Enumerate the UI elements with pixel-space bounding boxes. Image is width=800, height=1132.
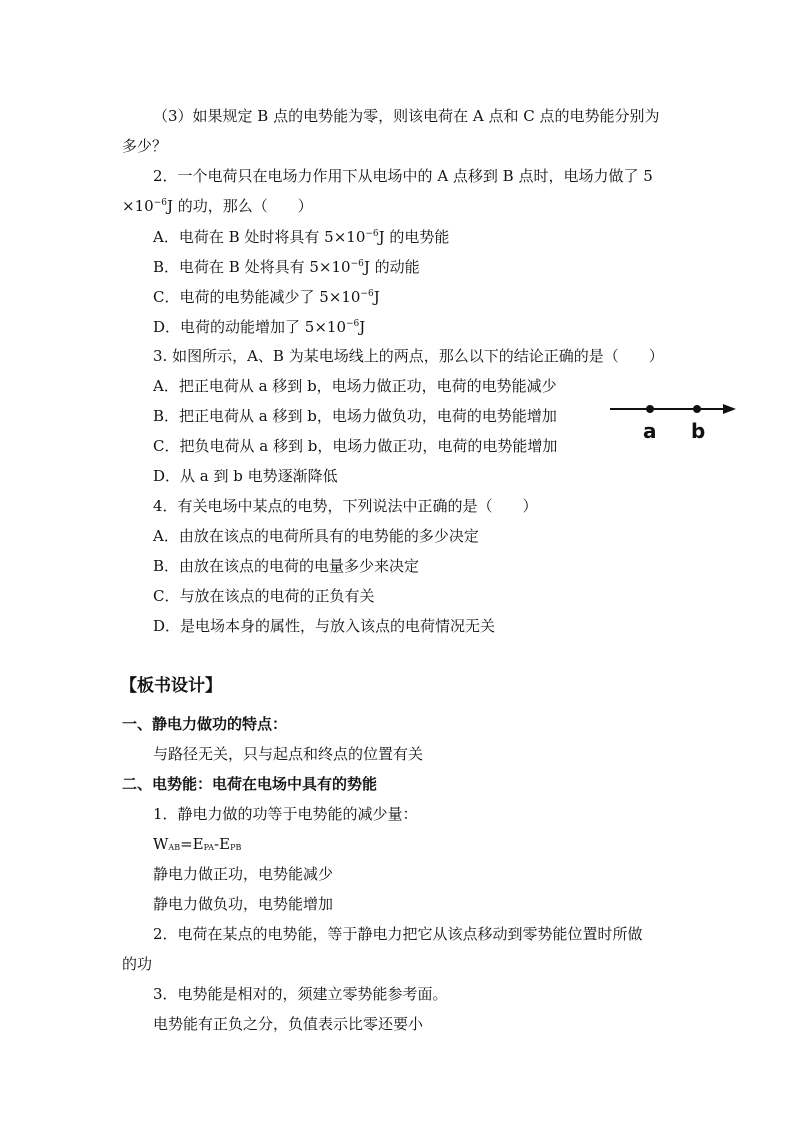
q4-option-a: A．由放在该点的电荷所具有的电势能的多少决定 <box>153 527 479 545</box>
q4-option-c: C．与放在该点的电荷的正负有关 <box>153 587 375 605</box>
formula-e2-subscript: PB <box>230 843 242 852</box>
q3-stem: 3. 如图所示，A、B 为某电场线上的两点，那么以下的结论正确的是（ ） <box>153 347 664 365</box>
q2-option-b <box>153 257 420 277</box>
q2-stem-prefix: ×10 <box>122 197 154 215</box>
electric-field-line-figure <box>608 394 743 444</box>
positive-work-text: 静电力做正功，电势能减少 <box>153 865 334 883</box>
point-a-dot <box>646 405 654 413</box>
negative-work-text: 静电力做负功，电势能增加 <box>153 895 334 913</box>
q2-option-b-exponent: −6 <box>350 259 364 269</box>
q2-option-a-suffix: J 的电势能 <box>378 228 450 246</box>
board-item-1: 1．静电力做的功等于电势能的减少量： <box>153 805 418 823</box>
q2-stem-line1: 2．一个电荷只在电场力作用下从电场中的 A 点移到 B 点时，电场力做了 5 <box>153 167 653 185</box>
q2-option-a-prefix: A．电荷在 B 处时将具有 5×10 <box>153 228 366 246</box>
q3-option-b: B．把正电荷从 a 移到 b，电场力做负功，电荷的电势能增加 <box>153 407 557 425</box>
board-item-2-line2: 的功 <box>122 955 153 973</box>
q3-option-a: A．把正电荷从 a 移到 b，电场力做正功，电荷的电势能减少 <box>153 377 557 395</box>
q1-part3-line1: （3）如果规定 B 点的电势能为零，则该电荷在 A 点和 C 点的电势能分别为 <box>153 107 660 125</box>
point-b-dot <box>693 405 701 413</box>
formula-w: W <box>153 835 169 853</box>
q1-part3-line2: 多少？ <box>122 137 168 155</box>
q3-option-c: C．把负电荷从 a 移到 b，电场力做正功，电荷的电势能增加 <box>153 437 558 455</box>
formula-w-subscript: AB <box>168 843 181 852</box>
q2-stem-line2 <box>122 196 313 216</box>
work-energy-formula <box>153 834 241 854</box>
board-item-2-line1: 2．电荷在某点的电势能，等于静电力把它从该点移动到零势能位置时所做 <box>153 925 643 943</box>
q2-stem-suffix: J 的功，那么（ ） <box>166 197 313 215</box>
formula-equals-e: =E <box>180 835 204 853</box>
q3-option-d: D．从 a 到 b 电势逐渐降低 <box>153 467 338 485</box>
q2-option-a <box>153 227 449 247</box>
formula-e1-subscript: PA <box>203 843 215 852</box>
q2-option-d <box>153 317 365 337</box>
board-note: 电势能有正负之分，负值表示比零还要小 <box>153 1015 424 1033</box>
q2-option-c-suffix: J <box>373 288 380 306</box>
q2-option-a-exponent: −6 <box>365 229 379 239</box>
q2-option-d-suffix: J <box>359 318 366 336</box>
point-a-label: a <box>643 419 657 443</box>
q2-option-c-exponent: −6 <box>360 289 374 299</box>
formula-minus-e: -E <box>214 835 231 853</box>
board-item-3: 3．电势能是相对的，须建立零势能参考面。 <box>153 985 448 1003</box>
q2-option-d-prefix: D．电荷的动能增加了 5×10 <box>153 318 346 336</box>
section2-title: 二、电势能：电荷在电场中具有的势能 <box>122 775 378 793</box>
board-title: 【板书设计】 <box>120 676 222 696</box>
q2-stem-exponent: −6 <box>153 198 167 208</box>
q4-option-b: B．由放在该点的电荷的电量多少来决定 <box>153 557 420 575</box>
q2-option-b-prefix: B．电荷在 B 处将具有 5×10 <box>153 258 351 276</box>
q2-option-c <box>153 287 380 307</box>
q2-option-c-prefix: C．电荷的电势能减少了 5×10 <box>153 288 361 306</box>
field-arrowhead <box>723 404 736 414</box>
q4-option-d: D．是电场本身的属性，与放入该点的电荷情况无关 <box>153 617 496 635</box>
q2-option-b-suffix: J 的动能 <box>363 258 420 276</box>
q2-option-d-exponent: −6 <box>346 319 360 329</box>
section1-title: 一、静电力做功的特点： <box>122 715 288 733</box>
section1-text: 与路径无关，只与起点和终点的位置有关 <box>153 745 424 763</box>
q4-stem: 4．有关电场中某点的电势，下列说法中正确的是（ ） <box>153 497 538 515</box>
point-b-label: b <box>691 419 706 443</box>
